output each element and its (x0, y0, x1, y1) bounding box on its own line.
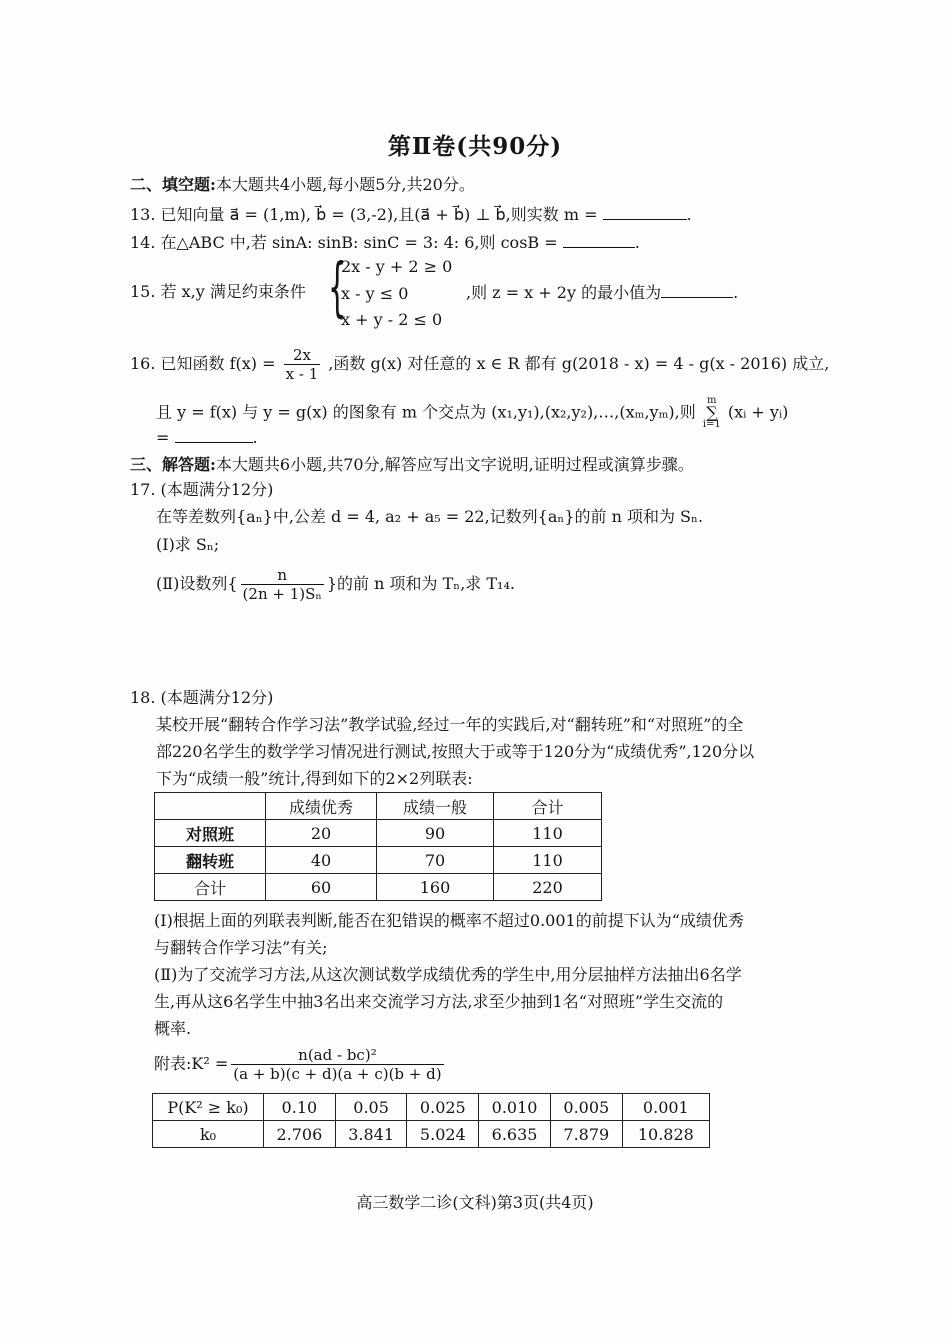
section-solve-header: 三、解答题:本大题共6小题,共70分,解答应写出文字说明,证明过程或演算步骤。 (130, 455, 694, 474)
question-18-stem-2: 部220名学生的数学学习情况进行测试,按照大于或等于120分为“成绩优秀”,120分以 (156, 742, 755, 761)
question-16-line2: 且 y = f(x) 与 y = g(x) 的图象有 m 个交点为 (x₁,y₁),(x₂,y₂),…,(xₘ,yₘ),则 m ∑ i=1 (xᵢ + yᵢ) (156, 395, 789, 430)
question-18-part1-b: 与翻转合作学习法”有关; (154, 938, 328, 957)
question-16: 16. 已知函数 f(x) = $\frac{2x}{x - 1}$ ,函数 g(x) 对任意的 x ∈ R 都有 g(2018 - x) = 4 - g(x - 2016) 成立, (130, 346, 830, 383)
critical-value-table (152, 1093, 710, 1148)
question-18-part2-a: (Ⅱ)为了交流学习方法,从这次测试数学成绩优秀的学生中,用分层抽样方法抽出6名学 (154, 965, 742, 984)
question-18-stem-1: 某校开展“翻转合作学习法”教学试验,经过一年的实践后,对“翻转班”和“对照班”的全 (156, 715, 744, 734)
answer-blank (175, 426, 253, 443)
table-row: P(K² ≥ k₀) 0.10 0.05 0.025 0.010 0.005 0.001 (153, 1094, 710, 1121)
question-13: 13. 已知向量 a⃗ = (1,m), b⃗ = (3,-2),且(a⃗ + b⃗) ⊥ b⃗,则实数 m = . (130, 205, 692, 224)
question-15: 15. 若 x,y 满足约束条件 (130, 282, 306, 301)
question-18-header: 18. (本题满分12分) (130, 688, 274, 707)
contingency-table (154, 792, 602, 901)
constraint-2: x - y ≤ 0 (341, 284, 409, 303)
answer-blank (603, 203, 687, 220)
fraction: $\frac{\text{n(ad - bc)²}}{(a + b)(c + d)(a + c)(b + d)}$ (233, 1046, 442, 1083)
question-18-part1-a: (Ⅰ)根据上面的列联表判断,能否在犯错误的概率不超过0.001的前提下认为“成绩优秀 (154, 911, 744, 930)
table-row: 成绩优秀 成绩一般 合计 (155, 793, 602, 820)
table-row: 合计 60 160 220 (155, 874, 602, 901)
brace-symbol: { (328, 251, 347, 325)
question-17-part1: (Ⅰ)求 Sₙ; (156, 535, 220, 554)
fraction: $\frac{2x}{x - 1}$ (285, 346, 319, 383)
question-17-part2: (Ⅱ)设数列{ $\frac{n}{\text{(2n + 1)Sₙ}}$ }的前 n 项和为 Tₙ,求 T₁₄. (156, 566, 515, 603)
question-15-suffix: ,则 z = x + 2y 的最小值为 . (466, 283, 739, 302)
sum-symbol: m ∑ i=1 (702, 395, 721, 430)
fraction: $\frac{n}{\text{(2n + 1)Sₙ}}$ (242, 566, 322, 603)
table-row: 翻转班 40 70 110 (155, 847, 602, 874)
question-18-stem-3: 下为“成绩一般”统计,得到如下的2×2列联表: (156, 769, 473, 788)
answer-blank (563, 231, 635, 248)
table-row: 对照班 20 90 110 (155, 820, 602, 847)
table-row: k₀ 2.706 3.841 5.024 6.635 7.879 10.828 (153, 1121, 710, 1148)
constraint-1: 2x - y + 2 ≥ 0 (341, 257, 453, 276)
section-fill-in-header: 二、填空题:本大题共4小题,每小题5分,共20分。 (130, 175, 475, 194)
question-17-stem: 在等差数列{aₙ}中,公差 d = 4, a₂ + a₅ = 22,记数列{aₙ}的前 n 项和为 Sₙ. (156, 507, 704, 526)
question-14: 14. 在△ABC 中,若 sinA: sinB: sinC = 3: 4: 6,则 cosB = . (130, 233, 640, 252)
question-16-line3: = . (156, 428, 258, 447)
constraint-3: x + y - 2 ≤ 0 (341, 310, 443, 329)
section-title: 第Ⅱ卷(共90分) (387, 133, 563, 160)
question-18-part2-c: 概率. (154, 1019, 192, 1038)
page-footer: 高三数学二诊(文科)第3页(共4页) (356, 1193, 594, 1212)
answer-blank (661, 281, 733, 298)
appendix-formula: 附表:K² = $\frac{\text{n(ad - bc)²}}{(a + b)(c + d)(a + c)(b + d)}$ (154, 1046, 442, 1083)
question-18-part2-b: 生,再从这6名学生中抽3名出来交流学习方法,求至少抽到1名“对照班”学生交流的 (154, 992, 724, 1011)
question-17-header: 17. (本题满分12分) (130, 480, 274, 499)
